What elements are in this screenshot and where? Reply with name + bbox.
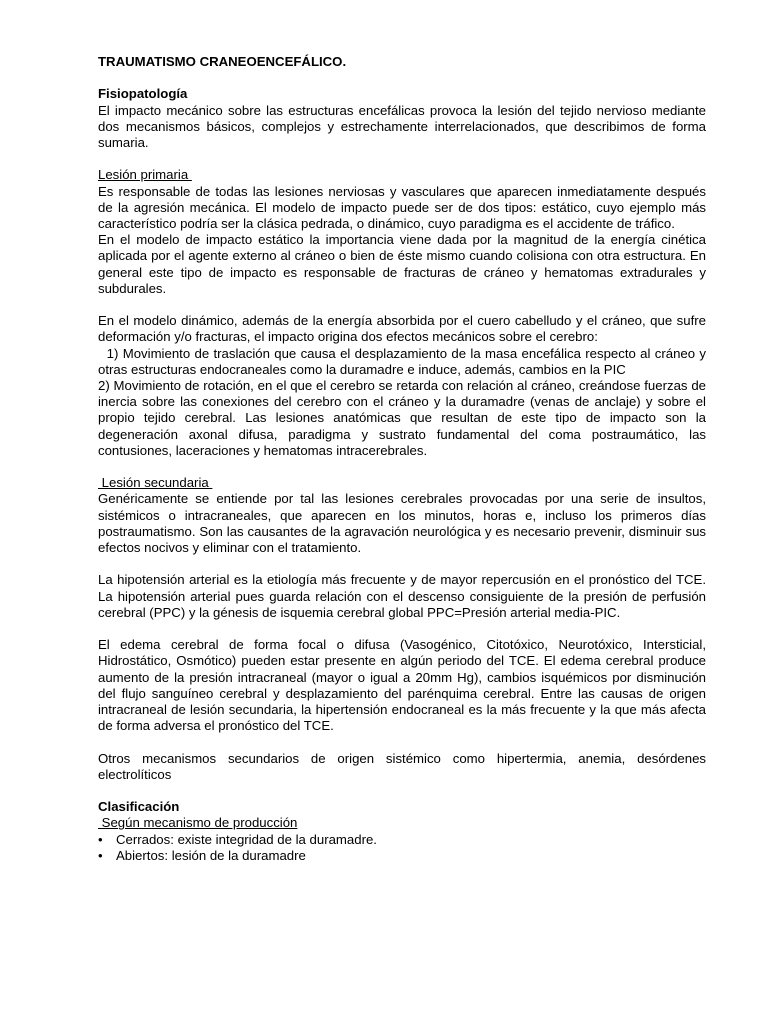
- list-item: [98, 832, 706, 848]
- spacer: [98, 297, 706, 313]
- spacer: [98, 459, 706, 475]
- spacer: [98, 621, 706, 637]
- lesion-secundaria-paragraph-2: La hipotensión arterial es la etiología más frecuente y de mayor repercusión en el pronóstico del TCE. La hipotensión arterial pues guarda relación con el descenso consiguiente de la presión de perfusión cerebral (PPC) y la génesis de isquemia cerebral global PPC=Presión arterial media-PIC.: [98, 572, 706, 620]
- lesion-secundaria-paragraph-1: Genéricamente se entiende por tal las lesiones cerebrales provocadas por una serie de insultos, sistémicos o intracraneales, que aparecen en los minutos, horas e, incluso los primeros días postraumatismo. Son las causantes de la agravación neurológica y es necesario prevenir, disminuir sus efectos nocivos y eliminar con el tratamiento.: [98, 491, 706, 556]
- lesion-primaria-paragraph-2: En el modelo de impacto estático la importancia viene dada por la magnitud de la energía cinética aplicada por el agente externo al cráneo o bien de éste mismo cuando colisiona con otra estructura. En general este tipo de impacto es responsable de fracturas de cráneo y hematomas extradurales y subdurales.: [98, 232, 706, 296]
- clasificacion-heading: Clasificación: [98, 799, 180, 815]
- spacer: [98, 151, 706, 167]
- spacer: [98, 783, 706, 799]
- lesion-primaria-heading: Lesión primaria: [98, 167, 192, 183]
- spacer: [98, 70, 706, 86]
- list-item-text: Abiertos: lesión de la duramadre: [116, 847, 306, 863]
- lesion-primaria-item-1: 1) Movimiento de traslación que causa el desplazamiento de la masa encefálica respecto al cráneo y otras estructuras endocraneales como la duramadre e induce, además, cambios en la PIC: [98, 345, 710, 377]
- lesion-secundaria-heading: Lesión secundaria: [98, 475, 213, 491]
- clasificacion-list: [98, 832, 706, 864]
- document-title: TRAUMATISMO CRANEOENCEFÁLICO.: [98, 54, 347, 69]
- list-item: [98, 848, 706, 864]
- lesion-secundaria-paragraph-4: Otros mecanismos secundarios de origen sistémico como hipertermia, anemia, desórdenes electrolíticos: [98, 750, 706, 782]
- bullet-icon: •: [98, 831, 103, 847]
- lesion-primaria-item-2: 2) Movimiento de rotación, en el que el cerebro se retarda con relación al cráneo, creándose fuerzas de inercia sobre las conexiones del cerebro con el cráneo y la duramadre (venas de anclaje) y sobre el propio tejido cerebral. Las lesiones anatómicas que resultan de este tipo de impacto son la degeneración axonal difusa, paradigma y sustrato fundamental del coma postraumático, las contusiones, laceraciones y hematomas intracerebrales.: [98, 378, 706, 458]
- spacer: [98, 556, 706, 572]
- bullet-icon: •: [98, 847, 103, 863]
- lesion-primaria-paragraph-3: En el modelo dinámico, además de la energía absorbida por el cuero cabelludo y el cráneo, que sufre deformación y/o fracturas, el impacto origina dos efectos mecánicos sobre el cerebro:: [98, 313, 706, 345]
- lesion-secundaria-paragraph-3: El edema cerebral de forma focal o difusa (Vasogénico, Citotóxico, Neurotóxico, Intersticial, Hidrostático, Osmótico) pueden estar presente en algún periodo del TCE. El edema cerebral produce aumento de la presión intracraneal (mayor o igual a 20mm Hg), cambios isquémicos por disminución del flujo sanguíneo cerebral y desplazamiento del parénquima cerebral. Entre las causas de origen intracraneal de lesión secundaria, la hipertensión endocraneal es la más frecuente y la que más afecta de forma adversa el pronóstico del TCE.: [98, 637, 706, 734]
- fisiopatologia-heading: Fisiopatología: [98, 86, 188, 102]
- fisiopatologia-intro: El impacto mecánico sobre las estructuras encefálicas provoca la lesión del tejido nervioso mediante dos mecanismos básicos, complejos y estrechamente interrelacionados, que describimos de forma sumaria.: [98, 102, 706, 150]
- list-item-text: Cerrados: existe integridad de la duramadre.: [116, 831, 377, 847]
- spacer: [98, 734, 706, 750]
- document-page: [98, 54, 710, 864]
- lesion-primaria-paragraph-1: Es responsable de todas las lesiones nerviosas y vasculares que aparecen inmediatamente después de la agresión mecánica. El modelo de impacto puede ser de dos tipos: estático, cuyo ejemplo más característico podría ser la clásica pedrada, o dinámico, cuyo paradigma es el accidente de tráfico.: [98, 183, 706, 231]
- clasificacion-subheading: Según mecanismo de producción: [98, 815, 298, 831]
